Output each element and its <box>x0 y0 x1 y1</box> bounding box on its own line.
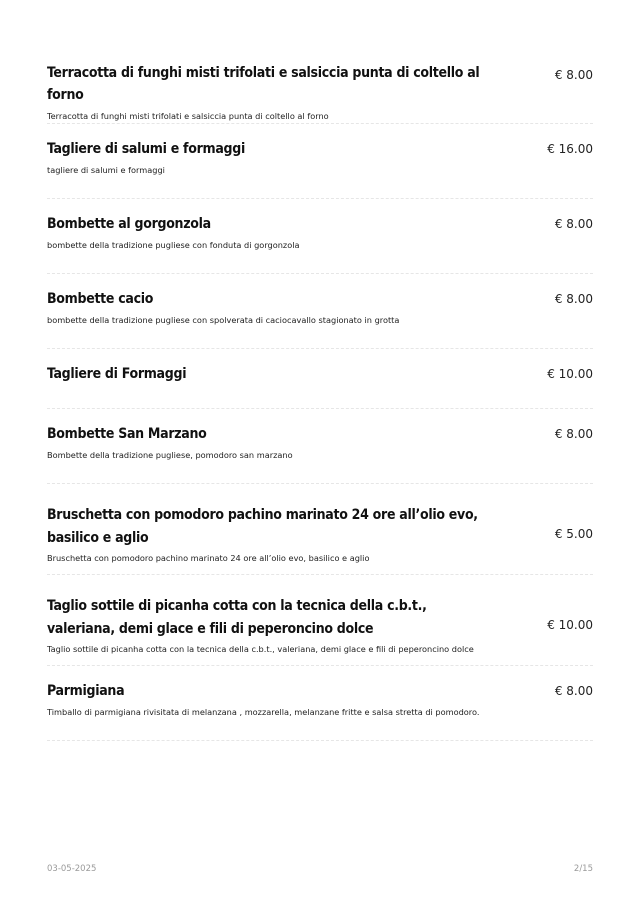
menu-item-name: Bruschetta con pomodoro pachino marinato 24 ore all’olio evo, basilico e aglio <box>47 507 478 546</box>
menu-item-price: € 8.00 <box>554 684 593 698</box>
menu-item-description: Bruschetta con pomodoro pachino marinato 24 ore all’olio evo, basilico e aglio <box>47 553 370 563</box>
menu-item <box>47 124 593 199</box>
menu-item-name: Bombette San Marzano <box>47 426 207 442</box>
menu-item <box>47 60 593 124</box>
menu-item-text <box>47 423 537 461</box>
menu-item-price: € 8.00 <box>554 292 593 306</box>
menu-item-text <box>47 62 555 122</box>
menu-item <box>47 274 593 349</box>
menu-item <box>47 409 593 484</box>
footer-date: 03-05-2025 <box>47 864 97 874</box>
menu-item <box>47 575 593 666</box>
menu-item <box>47 199 593 274</box>
menu-item-price: € 5.00 <box>554 527 593 541</box>
menu-item-text <box>47 138 537 176</box>
page-footer <box>47 864 593 874</box>
menu-item-description: tagliere di salumi e formaggi <box>47 165 165 175</box>
menu-item-name: Tagliere di salumi e formaggi <box>47 141 245 157</box>
menu-item-description: Bombette della tradizione pugliese, pomodoro san marzano <box>47 450 293 460</box>
menu-item-description: bombette della tradizione pugliese con spolverata di caciocavallo stagionato in grotta <box>47 315 400 325</box>
menu-item-name: Parmigiana <box>47 683 125 699</box>
menu-item-price: € 10.00 <box>547 367 593 381</box>
menu-item-text <box>47 504 537 564</box>
menu-item-name: Bombette al gorgonzola <box>47 216 211 232</box>
menu-item-name: Bombette cacio <box>47 291 154 307</box>
menu-item-text <box>47 363 537 385</box>
menu-item-text <box>47 595 537 655</box>
menu-item-text <box>47 213 537 251</box>
menu-item-name: Terracotta di funghi misti trifolati e salsiccia punta di coltello al forno <box>47 65 480 103</box>
menu-item-text <box>47 288 537 326</box>
menu-item-name: Tagliere di Formaggi <box>47 366 187 382</box>
menu-item-description: Timballo di parmigiana rivisitata di melanzana , mozzarella, melanzane fritte e salsa stretta di pomodoro. <box>47 707 480 717</box>
menu-item-price: € 8.00 <box>554 427 593 441</box>
menu-item-description: bombette della tradizione pugliese con fonduta di gorgonzola <box>47 240 300 250</box>
menu-item-price: € 16.00 <box>547 142 593 156</box>
menu-item-price: € 10.00 <box>547 618 593 632</box>
menu-item-price: € 8.00 <box>554 68 593 82</box>
menu-item-description: Taglio sottile di picanha cotta con la tecnica della c.b.t., valeriana, demi glace e fili di peperoncino dolce <box>47 644 474 654</box>
menu-list <box>47 60 593 741</box>
menu-item-text <box>47 680 555 718</box>
menu-item <box>47 484 593 575</box>
page-number: 2/15 <box>573 864 593 874</box>
menu-item-price: € 8.00 <box>554 217 593 231</box>
menu-item-description: Terracotta di funghi misti trifolati e salsiccia punta di coltello al forno <box>47 111 329 121</box>
menu-item-name: Taglio sottile di picanha cotta con la tecnica della c.b.t., valeriana, demi glace e fili di peperoncino dolce <box>47 598 427 637</box>
menu-item <box>47 666 593 741</box>
menu-item <box>47 349 593 409</box>
